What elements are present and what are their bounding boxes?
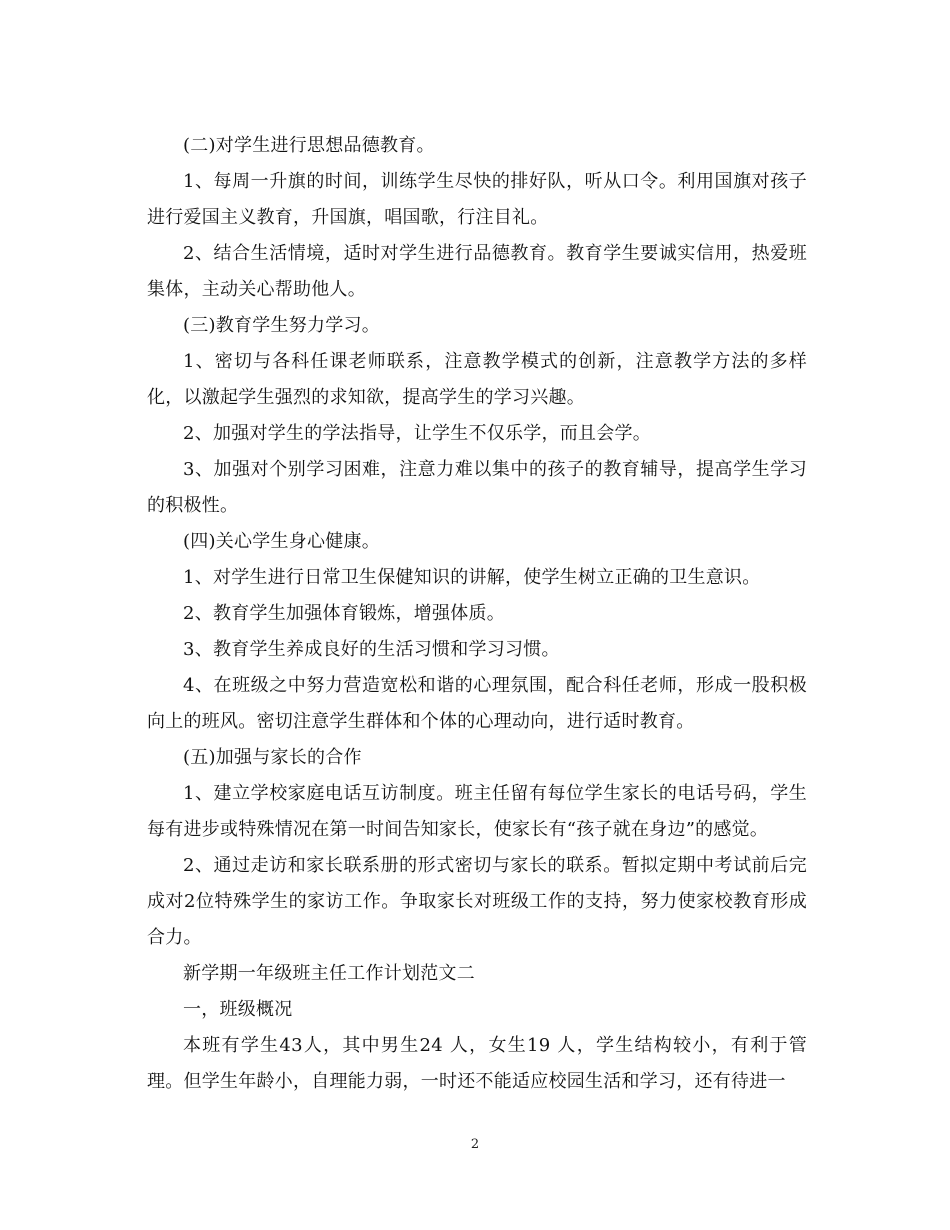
paragraph-flag-raising: 1、每周一升旗的时间，训练学生尽快的排好队，听从口令。利用国旗对孩子进行爱国主义教育，升国旗，唱国歌，行注目礼。 (147, 171, 807, 228)
document-body (147, 128, 807, 1100)
paragraph-hygiene: 1、对学生进行日常卫生保健知识的讲解，使学生树立正确的卫生意识。 (183, 567, 761, 588)
section-heading-health: (四)关心学生身心健康。 (183, 531, 381, 552)
paragraph-habits: 3、教育学生养成良好的生活习惯和学习习惯。 (183, 639, 560, 660)
section-heading-moral-education: (二)对学生进行思想品德教育。 (183, 135, 435, 156)
paragraph-teacher-contact: 1、密切与各科任课老师联系，注意教学模式的创新，注意教学方法的多样化，以激起学生强烈的求知欲，提高学生的学习兴趣。 (147, 351, 807, 408)
page-number: 2 (470, 1137, 480, 1152)
paragraph-exercise: 2、教育学生加强体育锻炼，增强体质。 (183, 603, 505, 624)
paragraph-individual-tutoring: 3、加强对个别学习困难，注意力难以集中的孩子的教育辅导，提高学生学习的积极性。 (147, 459, 807, 516)
paragraph-class-atmosphere: 4、在班级之中努力营造宽松和谐的心理氛围，配合科任老师，形成一股积极向上的班风。密切注意学生群体和个体的心理动向，进行适时教育。 (147, 675, 807, 732)
paragraph-class-overview: 本班有学生43人，其中男生24 人，女生19 人，学生结构较小，有利于管理。但学生年龄小，自理能力弱，一时还不能适应校园生活和学习，还有待进一 (147, 1035, 807, 1092)
paragraph-character-education: 2、结合生活情境，适时对学生进行品德教育。教育学生要诚实信用，热爱班集体，主动关心帮助他人。 (147, 243, 807, 300)
section-heading-parents: (五)加强与家长的合作 (183, 747, 362, 768)
section-heading-class-overview: 一，班级概况 (183, 999, 293, 1020)
paragraph-home-visits: 2、通过走访和家长联系册的形式密切与家长的联系。暂拟定期中考试前后完成对2位特殊学生的家访工作。争取家长对班级工作的支持，努力使家校教育形成合力。 (147, 855, 807, 948)
section-heading-study: (三)教育学生努力学习。 (183, 315, 381, 336)
document-title-sample-two: 新学期一年级班主任工作计划范文二 (183, 963, 475, 984)
paragraph-study-guidance: 2、加强对学生的学法指导，让学生不仅乐学，而且会学。 (183, 423, 651, 444)
paragraph-phone-contact: 1、建立学校家庭电话互访制度。班主任留有每位学生家长的电话号码，学生每有进步或特殊情况在第一时间告知家长，使家长有“孩子就在身边”的感觉。 (147, 783, 807, 840)
